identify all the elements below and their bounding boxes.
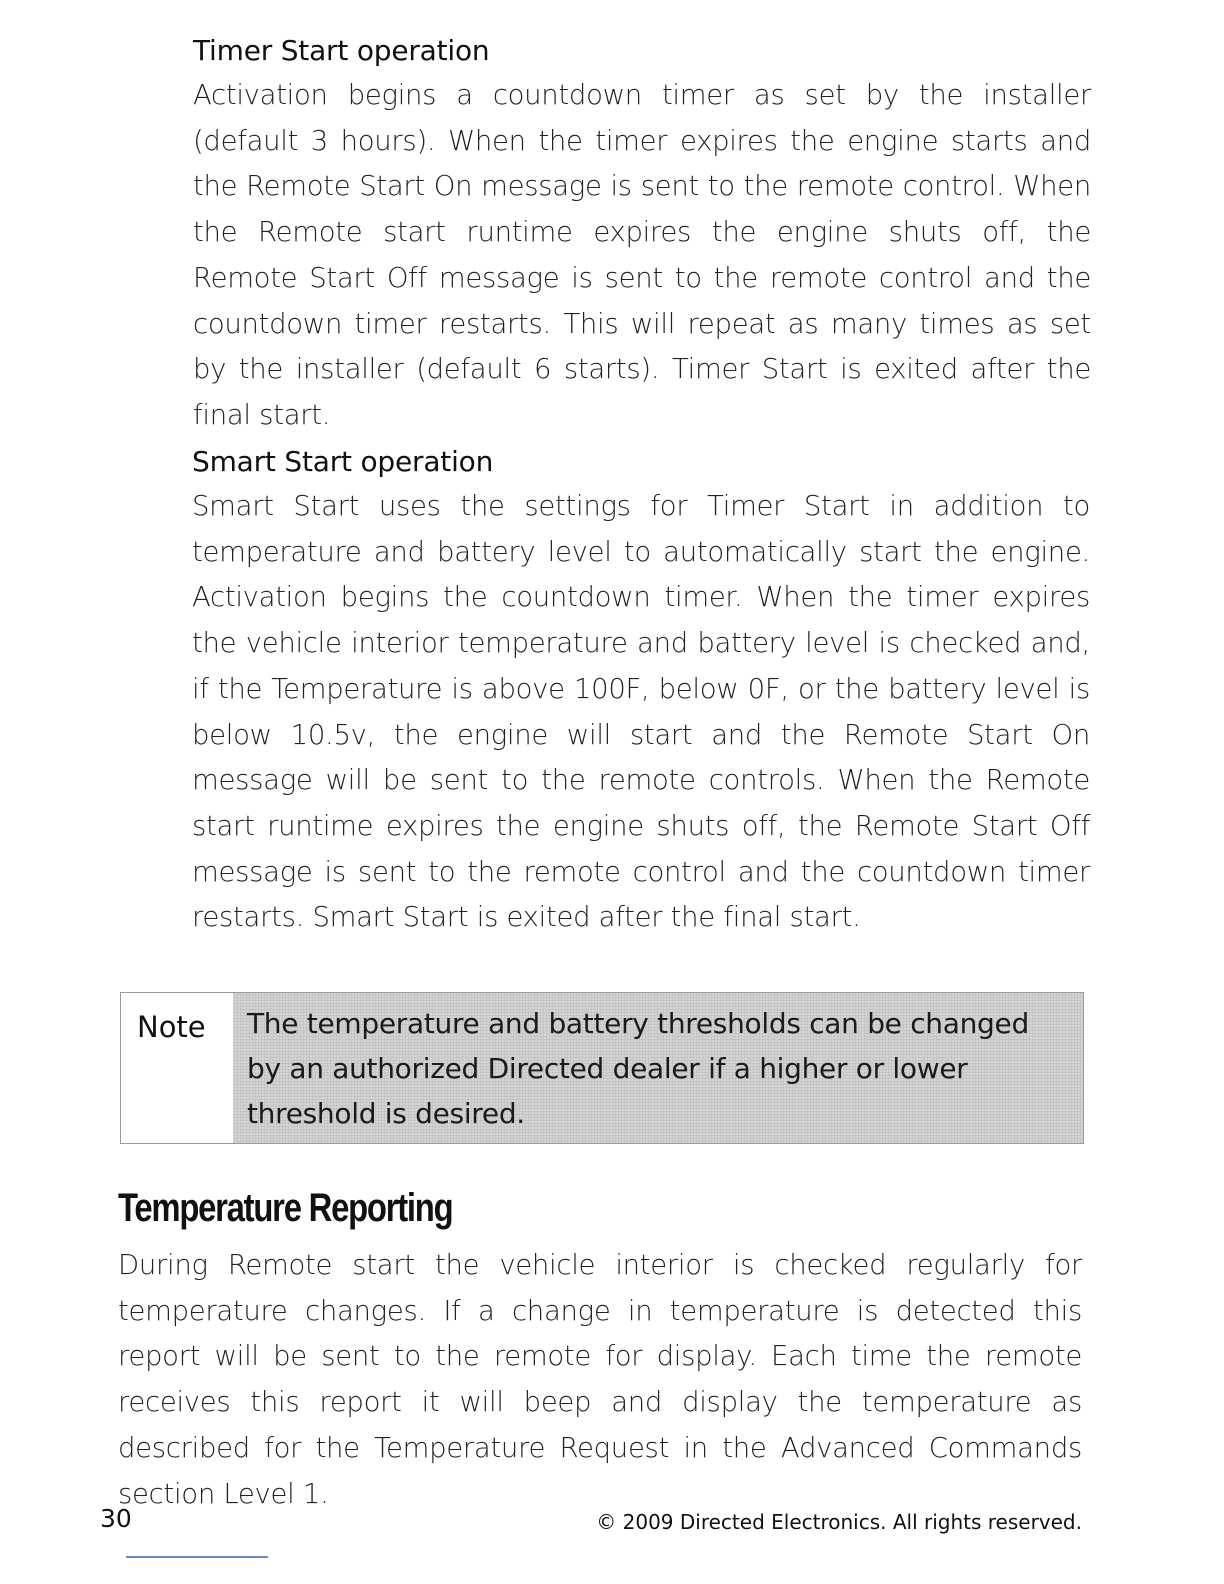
timer-start-body: Activation begins a countdown timer as set by the installer (default 3 hours). When the timer expires the engine starts and the Remote Start On message is sent to the remote control. When the Remote start runtime expires the engine shuts off, the Remote Start Off message is sent to the remote control and the countdown timer restarts. This will repeat as many times as set by the installer (default 6 starts). Timer Start is exited after the final start. <box>193 79 1091 431</box>
timer-start-section <box>193 33 1091 439</box>
page-number: 30 <box>100 1504 132 1533</box>
smart-start-section <box>192 444 1090 941</box>
smart-start-heading: Smart Start operation <box>192 445 494 478</box>
copyright-notice: © 2009 Directed Electronics. All rights reserved. <box>596 1510 1082 1534</box>
temperature-reporting-heading: Temperature Reporting <box>118 1186 453 1230</box>
temperature-reporting-section <box>118 1243 1082 1517</box>
timer-start-heading: Timer Start operation <box>193 34 490 67</box>
temperature-reporting-body: During Remote start the vehicle interior is checked regularly for temperature changes. If a change in temperature is detected this report will be sent to the remote for display. Each time the remote receives this report it will beep and display the temperature as described for the Temperature Request in the Advanced Commands section Level 1. <box>118 1249 1082 1510</box>
footer-divider <box>126 1556 268 1558</box>
smart-start-body: Smart Start uses the settings for Timer Start in addition to temperature and battery level to automatically start the engine. Activation begins the countdown timer. When the timer expires the vehicle interior temperature and battery level is checked and, if the Temperature is above 100F, below 0F, or the battery level is below 10.5v, the engine will start and the Remote Start On message will be sent to the remote controls. When the Remote start runtime expires the engine shuts off, the Remote Start Off message is sent to the remote control and the countdown timer restarts. Smart Start is exited after the final start. <box>192 490 1090 934</box>
note-label: Note <box>137 1010 206 1044</box>
note-text: The temperature and battery thresholds can be changed by an authorized Directed dealer if a higher or lower threshold is desired. <box>233 993 1083 1143</box>
note-box <box>120 992 1084 1144</box>
